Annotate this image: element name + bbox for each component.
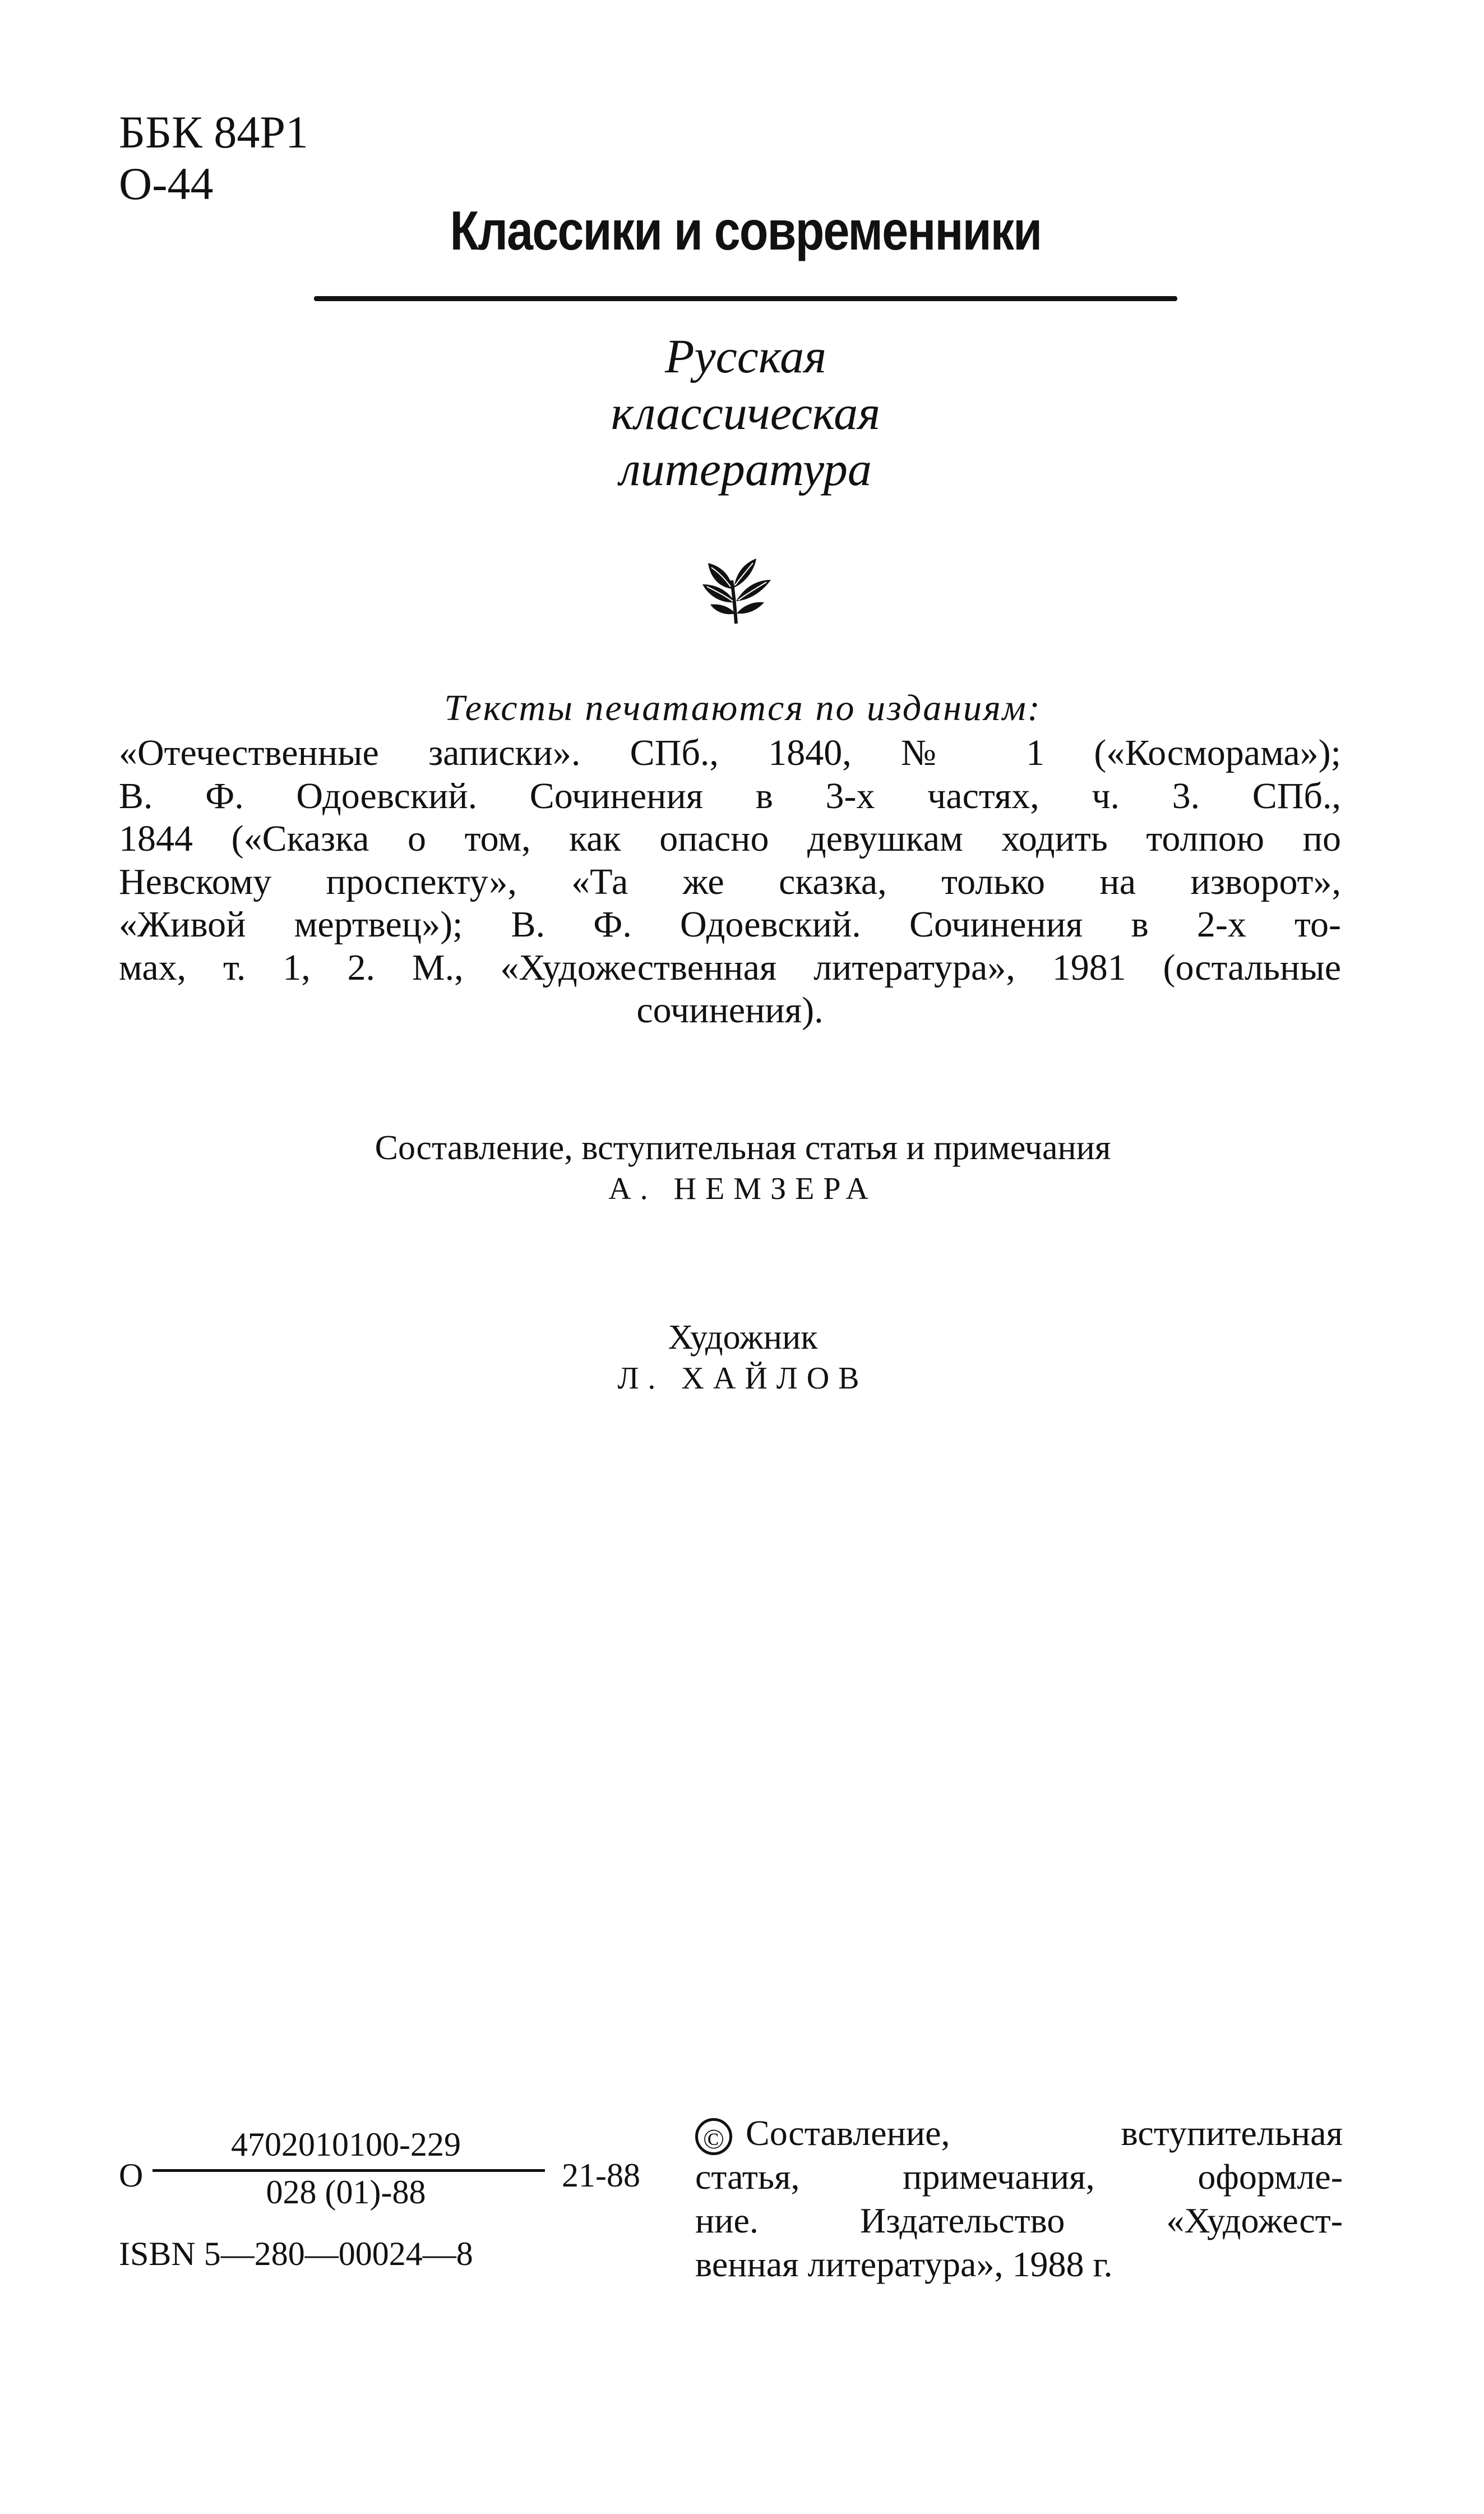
copyright-line: венная литература», 1988 г. (695, 2244, 1113, 2285)
copyright-text: Составление, вступительная (746, 2113, 1343, 2153)
copyright-line (695, 2111, 1343, 2155)
compiler-role: Составление, вступительная статья и примечания (375, 1129, 1111, 1167)
sources-line: 1844 («Сказка о том, как опасно девушкам ходить толпою по (119, 818, 1341, 860)
sources-line: Невскому проспекту», «Та же сказка, только на изворот», (119, 861, 1341, 902)
subseries-line: литература (620, 442, 872, 496)
compiler-credit (168, 1127, 1317, 1208)
series-divider (314, 296, 1177, 301)
artist-role: Художник (668, 1318, 818, 1357)
subseries-title (493, 328, 998, 497)
sources-line: мах, т. 1, 2. М., «Художественная литература», 1981 (остальные (119, 947, 1341, 988)
sources-line: В. Ф. Одоевский. Сочинения в 3-х частях, ч. 3. СПб., (119, 775, 1341, 817)
copyright-line: статья, примечания, оформле- (695, 2157, 1343, 2197)
sources-line: «Живой мертвец»); В. Ф. Одоевский. Сочинения в 2-х то- (119, 904, 1341, 945)
sources-paragraph (119, 732, 1341, 1032)
author-mark: О-44 (119, 158, 214, 209)
copyright-icon: © (695, 2118, 732, 2155)
bibliographic-code (119, 2114, 640, 2299)
bbk-classification (119, 107, 308, 210)
fraction-bar (152, 2169, 545, 2172)
artist-credit (168, 1317, 1317, 1397)
copyright-notice (695, 2111, 1343, 2286)
subseries-line: классическая (611, 385, 881, 440)
isbn: ISBN 5—280—00024—8 (119, 2235, 473, 2272)
leaf-sprig-icon (698, 555, 776, 628)
artist-name: Л. ХАЙЛОВ (617, 1360, 868, 1396)
series-title: Классики и современники (450, 200, 1042, 261)
bib-denominator: 028 (01)-88 (266, 2174, 426, 2211)
bib-year-code: 21-88 (562, 2157, 640, 2194)
bib-numerator: 4702010100-229 (231, 2126, 461, 2163)
bib-letter: О (119, 2157, 144, 2194)
sources-line: сочинения). (636, 990, 824, 1031)
sources-heading: Тексты печатаются по изданиям: (444, 688, 1042, 728)
bbk-code: ББК 84Р1 (119, 107, 308, 158)
sources-line: «Отечественные записки». СПб., 1840, № 1 («Косморама»); (119, 732, 1341, 773)
subseries-line: Русская (664, 329, 827, 383)
copyright-line: ние. Издательство «Художест- (695, 2201, 1343, 2241)
compiler-name: А. НЕМЗЕРА (608, 1171, 877, 1206)
